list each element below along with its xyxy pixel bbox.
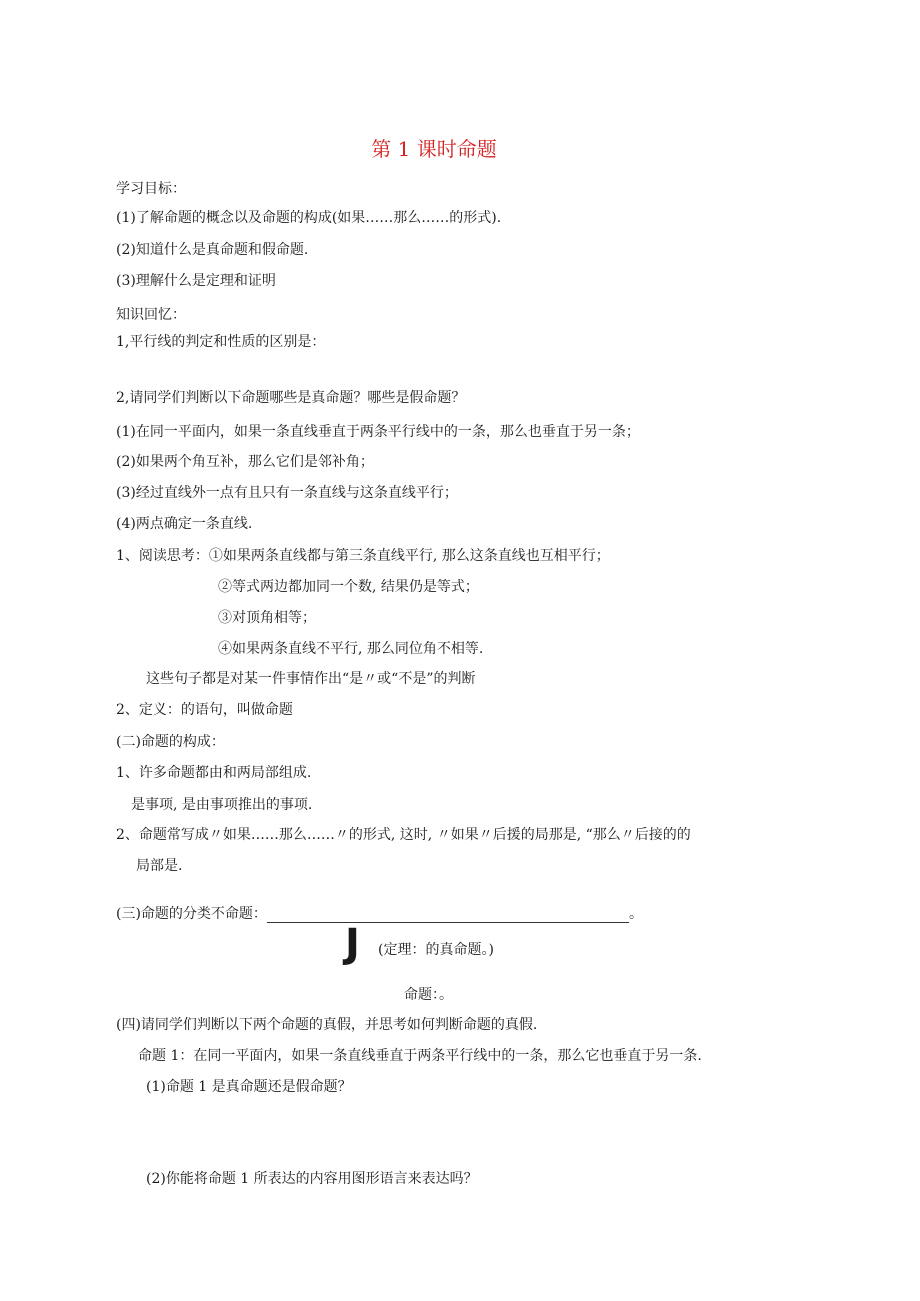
section-label: (三)命题的分类不命题： <box>116 906 267 922</box>
text-line: (3)经过直线外一点有且只有一条直线与这条直线平行； <box>116 485 458 501</box>
text-line: ②等式两边都加同一个数, 结果仍是等式； <box>218 579 479 595</box>
text-line: (1)了解命题的概念以及命题的构成(如果……那么……的形式). <box>116 210 502 226</box>
section-heading: 知识回忆： <box>116 307 186 323</box>
text-line: (4)两点确定一条直线. <box>116 516 253 532</box>
bracket-glyph: J <box>345 921 360 967</box>
text-line: 2、命题常写成〃如果……那么……〃的形式, 这时, 〃如果〃后援的局那是, “那么〃后接的的 <box>116 827 691 843</box>
text-line: 命题 1：在同一平面内，如果一条直线垂直于两条平行线中的一条，那么它也垂直于另一条. <box>138 1048 702 1064</box>
page-title: 第 1 课时命题 <box>371 137 497 161</box>
section-heading: 学习目标： <box>116 181 186 197</box>
text-line: 1、阅读思考：①如果两条直线都与第三条直线平行, 那么这条直线也互相平行； <box>116 548 610 564</box>
text-line: (1)在同一平面内，如果一条直线垂直于两条平行线中的一条，那么也垂直于另一条； <box>116 424 640 440</box>
text-line: 是事项, 是由事项推出的事项. <box>131 797 313 813</box>
text-line: 2、定义：的语句，叫做命题 <box>116 702 293 718</box>
text-line: 2,请同学们判断以下命题哪些是真命题？哪些是假命题？ <box>116 390 466 406</box>
text-line: (2)知道什么是真命题和假命题. <box>116 242 309 258</box>
text-line: (3)理解什么是定理和证明 <box>116 273 276 289</box>
section-heading-with-blank <box>116 905 643 923</box>
text-line: (2)你能将命题 1 所表达的内容用图形语言来表达吗？ <box>146 1171 478 1187</box>
text-line: 1、许多命题都由和两局部组成. <box>116 765 312 781</box>
text-line: (定理：的真命题。) <box>378 942 494 958</box>
section-heading: (二)命题的构成： <box>116 734 225 750</box>
text-line: (1)命题 1 是真命题还是假命题？ <box>146 1079 352 1095</box>
blank-underline <box>267 908 629 923</box>
text-line: 这些句子都是对某一件事情作出“是〃或“不是”的判断 <box>146 671 476 687</box>
text-line: 1,平行线的判定和性质的区别是： <box>116 334 326 350</box>
section-heading: (四)请同学们判断以下两个命题的真假，并思考如何判断命题的真假. <box>116 1017 538 1033</box>
text-line: 命题：。 <box>404 987 453 1003</box>
end-mark: 。 <box>628 906 643 922</box>
text-line: ④如果两条直线不平行, 那么同位角不相等. <box>218 641 484 657</box>
text-line: ③对顶角相等； <box>218 610 316 626</box>
text-line: (2)如果两个角互补，那么它们是邻补角； <box>116 454 374 470</box>
text-line: 局部是. <box>136 858 183 874</box>
